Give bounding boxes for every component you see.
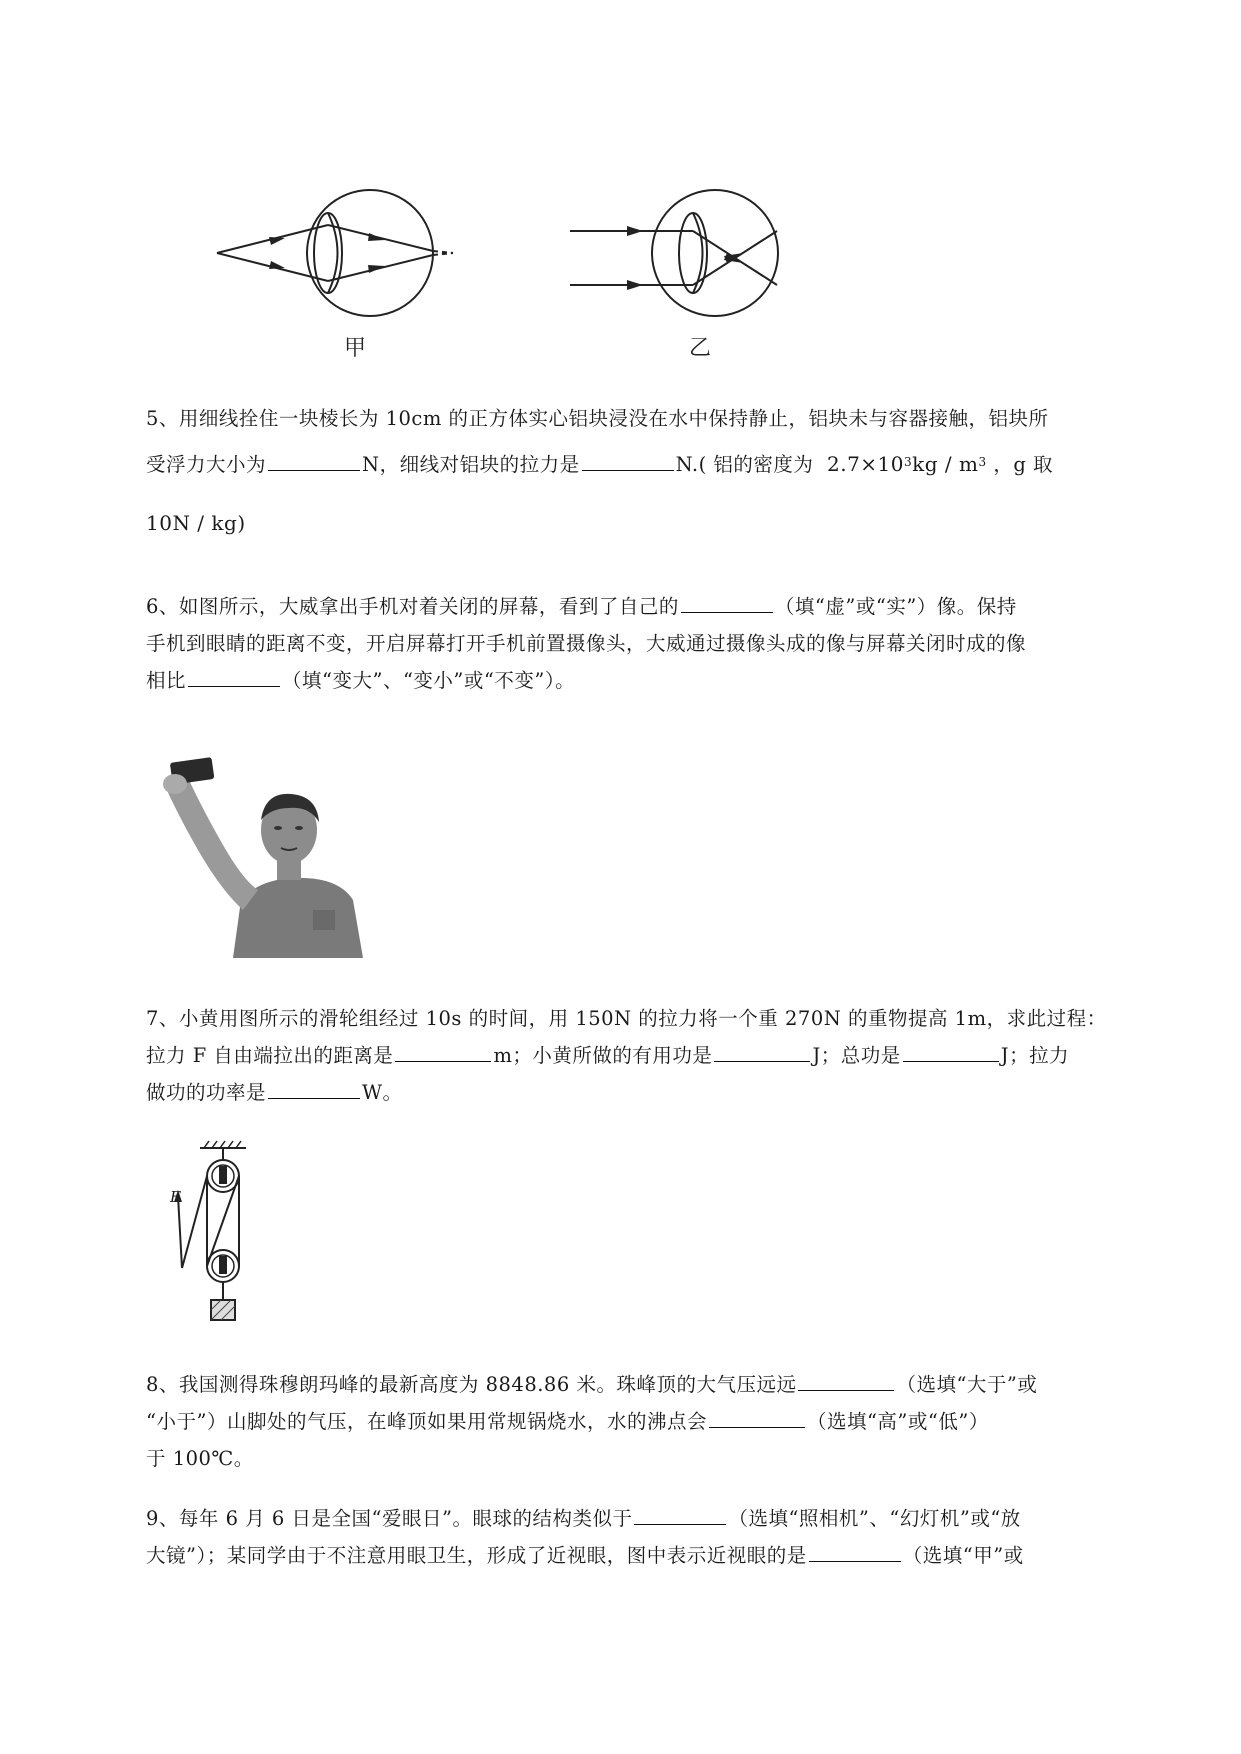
q7-answer-blank-3[interactable] <box>903 1039 999 1062</box>
q9-answer-blank-2[interactable] <box>809 1539 901 1562</box>
q9-answer-blank-1[interactable] <box>634 1502 726 1525</box>
q7-answer-blank-2[interactable] <box>714 1039 810 1062</box>
q5-text-b: N，细线对铝块的拉力是 <box>362 453 580 476</box>
q8-answer-blank-2[interactable] <box>709 1405 805 1428</box>
question-7 <box>146 1000 1146 1111</box>
q5-density-value: $2.7\times 10^3kg / m^3$ <box>826 452 987 476</box>
q6-line-3: 相比 （填“变大”、“变小”或“不变”）。 <box>146 662 1146 699</box>
q5-line-1: 5、用细线拴住一块棱长为 10cm 的正方体实心铝块浸没在水中保持静止，铝块未与容器接触，铝块所 <box>146 407 1049 430</box>
eye-label-yi: 乙 <box>688 336 711 361</box>
q5-text-a: 受浮力大小为 <box>146 453 267 476</box>
q5-answer-blank-2[interactable] <box>582 448 674 471</box>
question-5 <box>146 400 1146 542</box>
q5-line-3: 10N / kg) <box>146 511 246 535</box>
q6-line-1: 6、如图所示，大威拿出手机对着关闭的屏幕，看到了自己的 （填“虚”或“实”）像。保持 <box>146 588 1146 625</box>
q6-answer-blank-2[interactable] <box>188 664 280 687</box>
question-9 <box>146 1500 1146 1574</box>
selfie-photo <box>163 750 393 958</box>
q5-text-c: N.( 铝的密度为 <box>675 453 814 476</box>
q8-answer-blank-1[interactable] <box>798 1368 894 1391</box>
q6-line-2: 手机到眼睛的距离不变，开启屏幕打开手机前置摄像头，大威通过摄像头成的像与屏幕关闭时成的像 <box>146 632 1027 655</box>
q8-line-3: 于 100℃。 <box>146 1447 254 1470</box>
q9-line-1: 9、每年 6 月 6 日是全国“爱眼日”。眼球的结构类似于 （选填“照相机”、“幻灯机”或“放 <box>146 1500 1146 1537</box>
q7-line-2: 拉力 F 自由端拉出的距离是 m；小黄所做的有用功是 J；总功是 J；拉力 <box>146 1037 1146 1074</box>
eye-diagram-yi <box>565 183 845 333</box>
q6-answer-blank-1[interactable] <box>681 590 773 613</box>
eye-label-jia: 甲 <box>343 336 366 361</box>
q9-line-2: 大镜”）；某同学由于不注意用眼卫生，形成了近视眼，图中表示近视眼的是 （选填“甲”或 <box>146 1537 1146 1574</box>
q8-line-1: 8、我国测得珠穆朗玛峰的最新高度为 8848.86 米。珠峰顶的大气压远远 （选填“大于”或 <box>146 1366 1146 1403</box>
pulley-force-label: F <box>170 1188 181 1206</box>
q8-line-2: “小于”）山脚处的气压，在峰顶如果用常规锅烧水，水的沸点会 （选填“高”或“低”） <box>146 1403 1146 1440</box>
q5-answer-blank-1[interactable] <box>268 448 360 471</box>
q7-line-1: 7、小黄用图所示的滑轮组经过 10s 的时间，用 150N 的拉力将一个重 270N 的重物提高 1m，求此过程： <box>146 1007 1107 1030</box>
q7-answer-blank-1[interactable] <box>395 1039 491 1062</box>
question-6 <box>146 588 1146 699</box>
q5-text-d: ，g 取 <box>993 453 1054 476</box>
question-8 <box>146 1366 1146 1477</box>
q5-line-2 <box>146 446 1146 483</box>
pulley-diagram <box>168 1138 268 1328</box>
q7-line-3: 做功的功率是 W。 <box>146 1074 1146 1111</box>
q7-answer-blank-4[interactable] <box>268 1076 360 1099</box>
eye-diagram-jia <box>205 183 505 333</box>
